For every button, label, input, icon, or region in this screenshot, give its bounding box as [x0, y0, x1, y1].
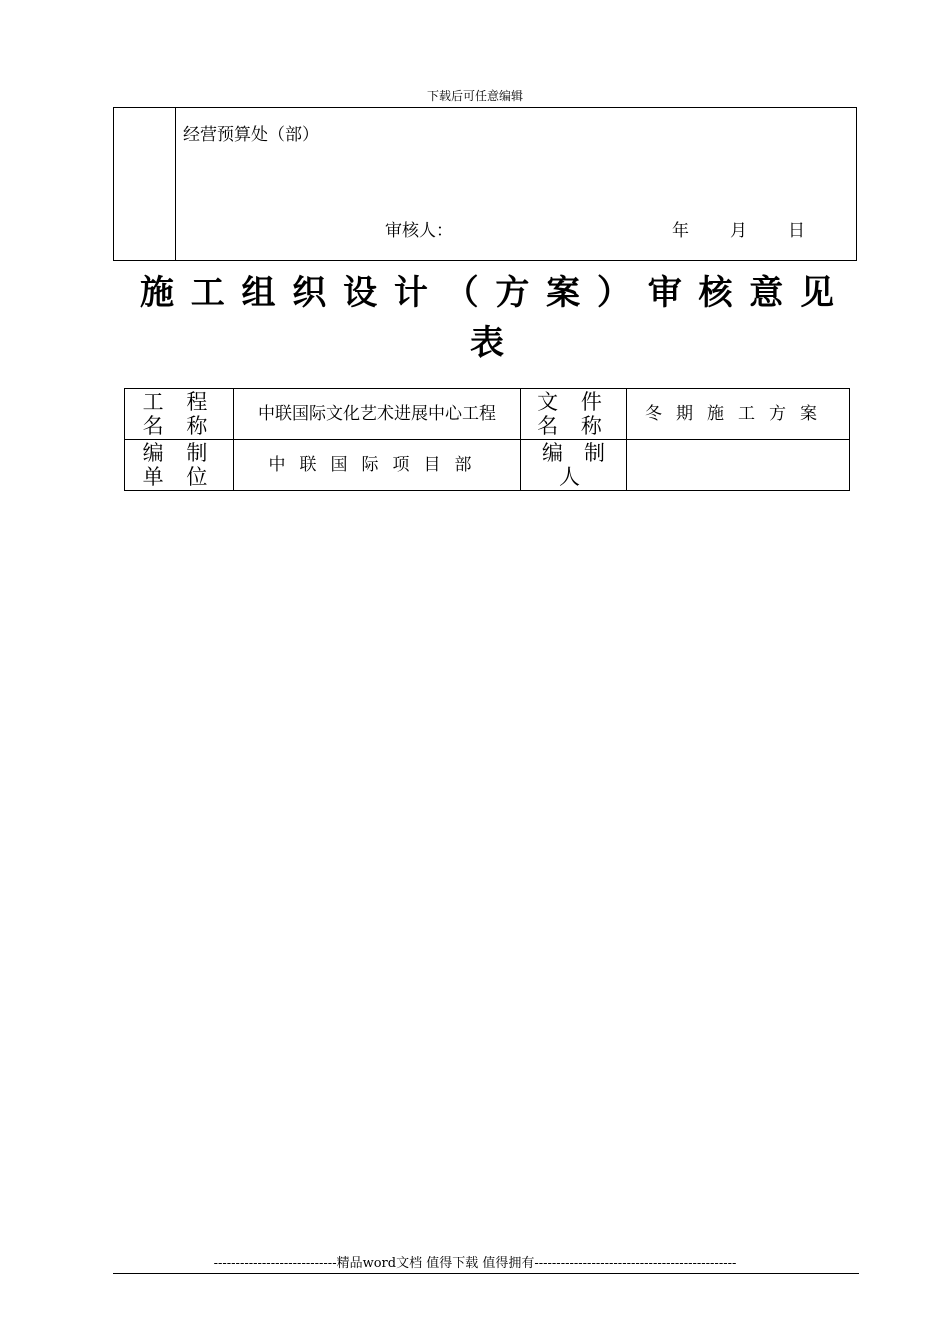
reviewer-label: 审核人： [385, 221, 453, 241]
project-name-value: 中联国际文化艺术进展中心工程 [234, 389, 521, 440]
unit-value: 中联国际项目部 [234, 440, 521, 491]
footer-text: ----------------------------精品word文档 值得下载 值得拥有---------------------------------------------- [213, 1256, 737, 1271]
author-value [627, 440, 850, 491]
table-row [125, 389, 850, 440]
title-line-1: 施工组织设计（方案）审核意见 [140, 273, 834, 313]
project-name-label: 工 程 名 称 [125, 389, 234, 440]
file-name-value: 冬期施工方案 [627, 389, 850, 440]
table-row [125, 440, 850, 491]
date-day: 日 [788, 221, 805, 241]
review-department: 经营预算处（部） [183, 125, 319, 145]
page-title [140, 268, 834, 368]
review-left-cell [114, 108, 176, 260]
author-label: 编 制 人 [521, 440, 627, 491]
date-year: 年 [672, 221, 689, 241]
file-name-label: 文 件 名 称 [521, 389, 627, 440]
info-table [124, 388, 850, 491]
footer-divider [113, 1273, 859, 1274]
date-month: 月 [730, 221, 747, 241]
title-line-2: 表 [470, 323, 504, 363]
unit-label: 编 制 单 位 [125, 440, 234, 491]
header-note: 下载后可任意编辑 [426, 89, 523, 103]
